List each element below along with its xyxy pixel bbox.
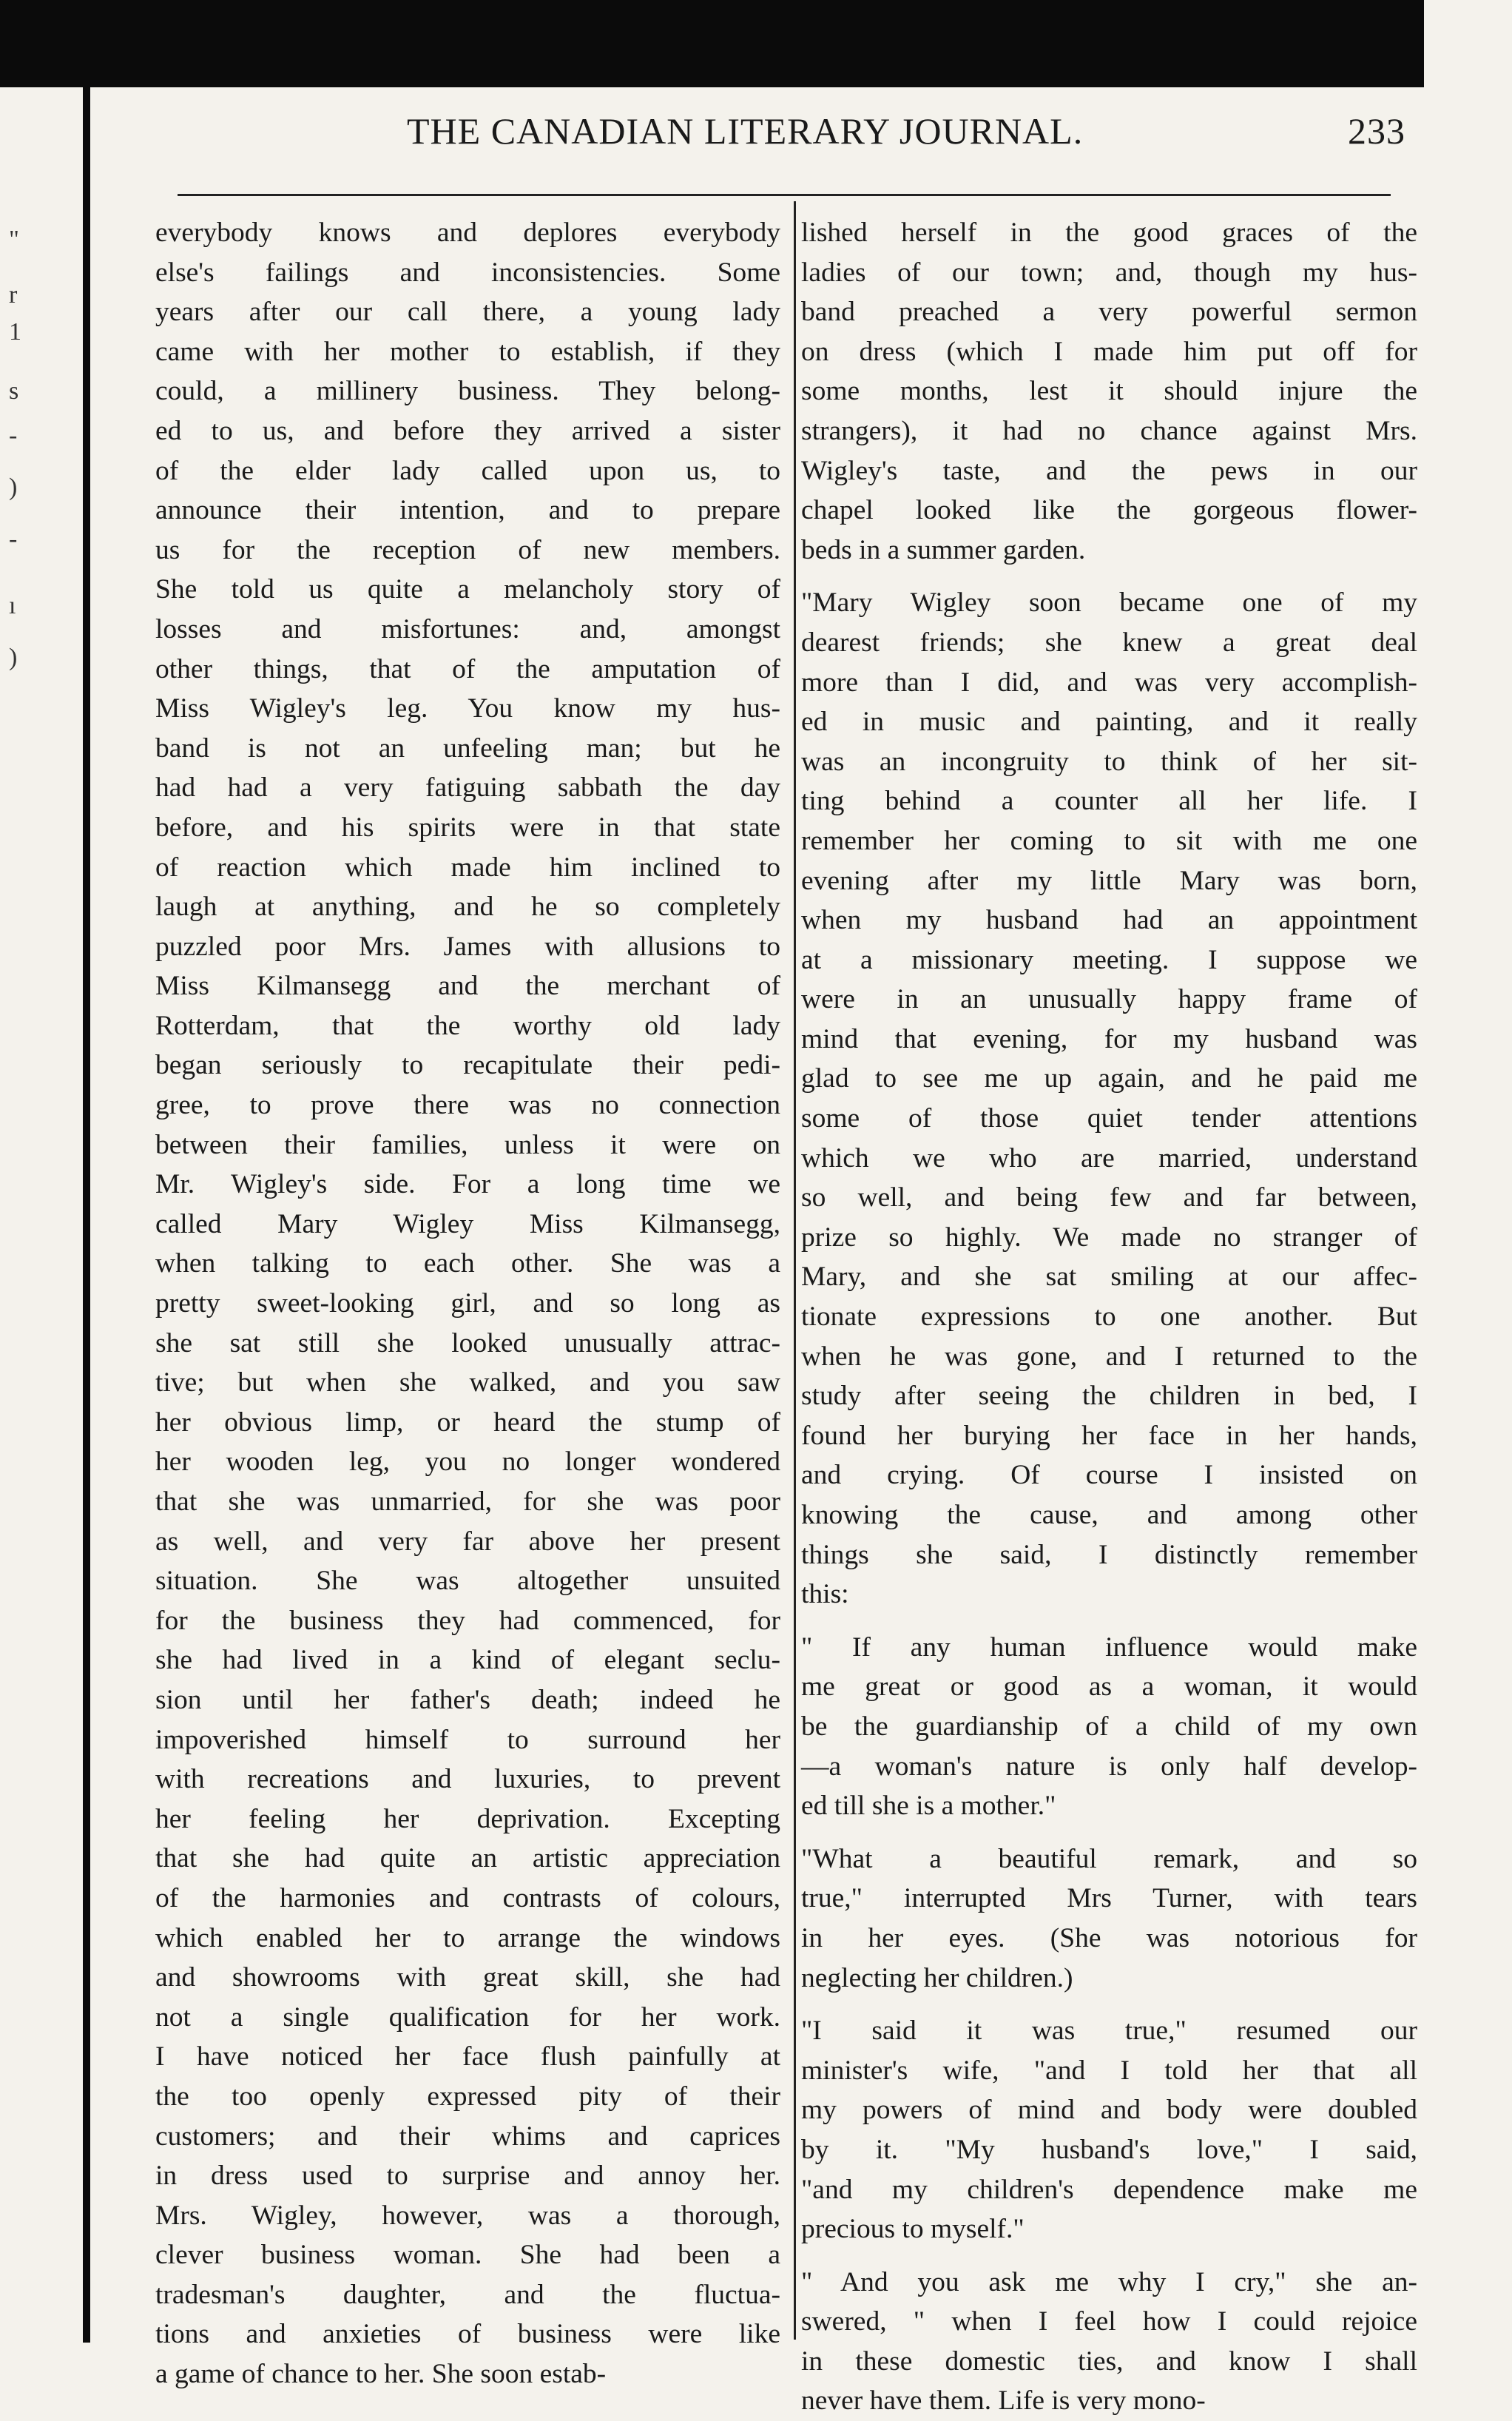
text-line: so well, and being few and far between,: [801, 1182, 1417, 1213]
text-line: "Mary Wigley soon became one of my: [801, 587, 1417, 619]
text-line: with recreations and luxuries, to prevent: [155, 1764, 780, 1795]
text-line: swered, " when I feel how I could rejoice: [801, 2306, 1417, 2337]
text-line: the too openly expressed pity of their: [155, 2081, 780, 2112]
text-line: ed to us, and before they arrived a sister: [155, 415, 780, 446]
text-line: had had a very fatiguing sabbath the day: [155, 772, 780, 804]
text-line: She told us quite a melancholy story of: [155, 574, 780, 605]
text-line: —a woman's nature is only half develop-: [801, 1751, 1417, 1782]
text-line: remember her coming to sit with me one: [801, 825, 1417, 856]
text-line: " If any human influence would make: [801, 1632, 1417, 1663]
text-line: in these domestic ties, and know I shall: [801, 2346, 1417, 2377]
text-line: in dress used to surprise and annoy her.: [155, 2161, 780, 2192]
text-line: tionate expressions to one another. But: [801, 1302, 1417, 1333]
text-line: "I said it was true," resumed our: [801, 2016, 1417, 2047]
text-line: her feeling her deprivation. Excepting: [155, 1803, 780, 1834]
text-line: ed in music and painting, and it really: [801, 707, 1417, 738]
text-line: found her burying her face in her hands,: [801, 1420, 1417, 1451]
text-line: she had lived in a kind of elegant seclu-: [155, 1645, 780, 1676]
text-line: band preached a very powerful sermon: [801, 297, 1417, 328]
text-line: " And you ask me why I cry," she an-: [801, 2266, 1417, 2297]
text-line: knowing the cause, and among other: [801, 1500, 1417, 1530]
text-line: in her eyes. (She was notorious for: [801, 1922, 1417, 1953]
text-line: when my husband had an appointment: [801, 905, 1417, 936]
text-line: a game of chance to her. She soon estab-: [155, 2359, 607, 2390]
text-line: this:: [801, 1579, 849, 1610]
text-line: not a single qualification for her work.: [155, 2001, 780, 2033]
text-line: puzzled poor Mrs. James with allusions to: [155, 931, 780, 962]
text-line: of the harmonies and contrasts of colours,: [155, 1882, 780, 1913]
text-line: she sat still she looked unusually attrac-: [155, 1327, 780, 1358]
text-line: on dress (which I made him put off for: [801, 336, 1417, 367]
text-line: never have them. Life is very mono-: [801, 2385, 1206, 2417]
scan-top-border: [0, 0, 1424, 87]
paragraph-gap: [801, 1826, 1417, 1839]
text-line: between their families, unless it were on: [155, 1129, 780, 1160]
text-line: and crying. Of course I insisted on: [801, 1460, 1417, 1491]
margin-mark: ): [9, 474, 18, 501]
text-line: some months, lest it should injure the: [801, 376, 1417, 407]
page-header: [178, 110, 1435, 169]
text-line: impoverished himself to surround her: [155, 1724, 780, 1755]
text-line: mind that evening, for my husband was: [801, 1023, 1417, 1054]
text-line: "and my children's dependence make me: [801, 2174, 1417, 2205]
text-line: true," interrupted Mrs Turner, with tears: [801, 1883, 1417, 1914]
text-line: Miss Wigley's leg. You know my hus-: [155, 693, 780, 724]
text-line: tradesman's daughter, and the fluctua-: [155, 2279, 780, 2310]
text-line: by it. "My husband's love," I said,: [801, 2134, 1417, 2165]
text-line: ladies of our town; and, though my hus-: [801, 257, 1417, 288]
text-line: that she was unmarried, for she was poor: [155, 1486, 780, 1517]
text-line: announce their intention, and to prepare: [155, 495, 780, 526]
text-line: lished herself in the good graces of the: [801, 218, 1417, 248]
text-line: prize so highly. We made no stranger of: [801, 1222, 1417, 1253]
text-line: precious to myself.": [801, 2214, 1025, 2245]
text-line: strangers), it had no chance against Mrs.: [801, 415, 1417, 446]
right-column: [801, 213, 1417, 2421]
text-line: pretty sweet-looking girl, and so long as: [155, 1288, 780, 1319]
margin-mark: r: [9, 281, 18, 309]
left-column: [155, 213, 780, 2394]
paragraph-gap: [801, 2249, 1417, 2263]
text-line: Rotterdam, that the worthy old lady: [155, 1010, 780, 1041]
text-line: and showrooms with great skill, she had: [155, 1962, 780, 1993]
text-line: chapel looked like the gorgeous flower-: [801, 495, 1417, 526]
margin-mark: s: [9, 377, 19, 405]
running-title: THE CANADIAN LITERARY JOURNAL.: [407, 110, 1084, 152]
scan-left-border: [83, 87, 90, 2343]
text-line: everybody knows and deplores everybody: [155, 218, 780, 248]
text-line: could, a millinery business. They belong-: [155, 376, 780, 407]
text-line: when talking to each other. She was a: [155, 1248, 780, 1279]
text-line: her wooden leg, you no longer wondered: [155, 1447, 780, 1478]
text-line: called Mary Wigley Miss Kilmansegg,: [155, 1208, 780, 1239]
header-rule: [178, 194, 1391, 196]
text-line: Mrs. Wigley, however, was a thorough,: [155, 2200, 780, 2231]
text-line: ting behind a counter all her life. I: [801, 786, 1417, 817]
text-line: that she had quite an artistic appreciation: [155, 1843, 780, 1874]
text-line: Miss Kilmansegg and the merchant of: [155, 971, 780, 1002]
text-line: us for the reception of new members.: [155, 534, 780, 565]
text-line: some of those quiet tender attentions: [801, 1103, 1417, 1134]
text-line: be the guardianship of a child of my own: [801, 1711, 1417, 1742]
text-line: evening after my little Mary was born,: [801, 865, 1417, 896]
text-line: I have noticed her face flush painfully at: [155, 2041, 780, 2073]
text-line: of the elder lady called upon us, to: [155, 455, 780, 486]
text-line: dearest friends; she knew a great deal: [801, 627, 1417, 658]
text-line: else's failings and inconsistencies. Some: [155, 257, 780, 288]
margin-mark: -: [9, 525, 18, 553]
text-line: band is not an unfeeling man; but he: [155, 733, 780, 764]
text-line: laugh at anything, and he so completely: [155, 892, 780, 923]
text-line: tions and anxieties of business were like: [155, 2319, 780, 2350]
text-line: as well, and very far above her present: [155, 1526, 780, 1557]
text-line: Mr. Wigley's side. For a long time we: [155, 1169, 780, 1200]
column-divider: [794, 201, 796, 2340]
text-line: glad to see me up again, and he paid me: [801, 1063, 1417, 1094]
paragraph-gap: [801, 1614, 1417, 1628]
text-line: which enabled her to arrange the windows: [155, 1922, 780, 1953]
text-line: losses and misfortunes: and, amongst: [155, 613, 780, 644]
text-line: came with her mother to establish, if they: [155, 336, 780, 367]
text-line: study after seeing the children in bed, I: [801, 1381, 1417, 1412]
text-line: gree, to prove there was no connection: [155, 1090, 780, 1121]
text-line: for the business they had commenced, for: [155, 1605, 780, 1636]
text-line: at a missionary meeting. I suppose we: [801, 944, 1417, 975]
margin-mark: ": [9, 226, 19, 253]
text-line: beds in a summer garden.: [801, 534, 1086, 565]
paragraph-gap: [801, 570, 1417, 583]
text-line: Mary, and she sat smiling at our affec-: [801, 1262, 1417, 1293]
text-line: my powers of mind and body were doubled: [801, 2095, 1417, 2126]
paragraph-gap: [801, 1998, 1417, 2011]
margin-marks: [0, 170, 67, 762]
text-line: minister's wife, "and I told her that all: [801, 2055, 1417, 2086]
text-line: me great or good as a woman, it would: [801, 1671, 1417, 1703]
margin-mark: ): [9, 644, 18, 671]
page-number: 233: [1348, 110, 1405, 152]
text-line: were in an unusually happy frame of: [801, 984, 1417, 1015]
text-line: "What a beautiful remark, and so: [801, 1843, 1417, 1874]
text-line: sion until her father's death; indeed he: [155, 1684, 780, 1715]
text-line: of reaction which made him inclined to: [155, 852, 780, 883]
text-line: ed till she is a mother.": [801, 1791, 1056, 1822]
margin-mark: -: [9, 422, 18, 449]
margin-mark: ı: [9, 592, 16, 619]
text-line: which we who are married, understand: [801, 1142, 1417, 1174]
text-line: before, and his spirits were in that state: [155, 812, 780, 843]
text-line: things she said, I distinctly remember: [801, 1539, 1417, 1570]
text-line: other things, that of the amputation of: [155, 653, 780, 684]
text-line: neglecting her children.): [801, 1962, 1073, 1993]
text-line: when he was gone, and I returned to the: [801, 1341, 1417, 1372]
text-line: situation. She was altogether unsuited: [155, 1566, 780, 1597]
text-line: tive; but when she walked, and you saw: [155, 1367, 780, 1398]
text-line: years after our call there, a young lady: [155, 297, 780, 328]
margin-mark: 1: [9, 318, 21, 346]
text-line: Wigley's taste, and the pews in our: [801, 455, 1417, 486]
text-line: more than I did, and was very accomplish-: [801, 667, 1417, 698]
text-line: was an incongruity to think of her sit-: [801, 746, 1417, 777]
text-line: customers; and their whims and caprices: [155, 2121, 780, 2152]
text-line: her obvious limp, or heard the stump of: [155, 1407, 780, 1438]
text-line: began seriously to recapitulate their pedi-: [155, 1050, 780, 1081]
text-line: clever business woman. She had been a: [155, 2240, 780, 2271]
